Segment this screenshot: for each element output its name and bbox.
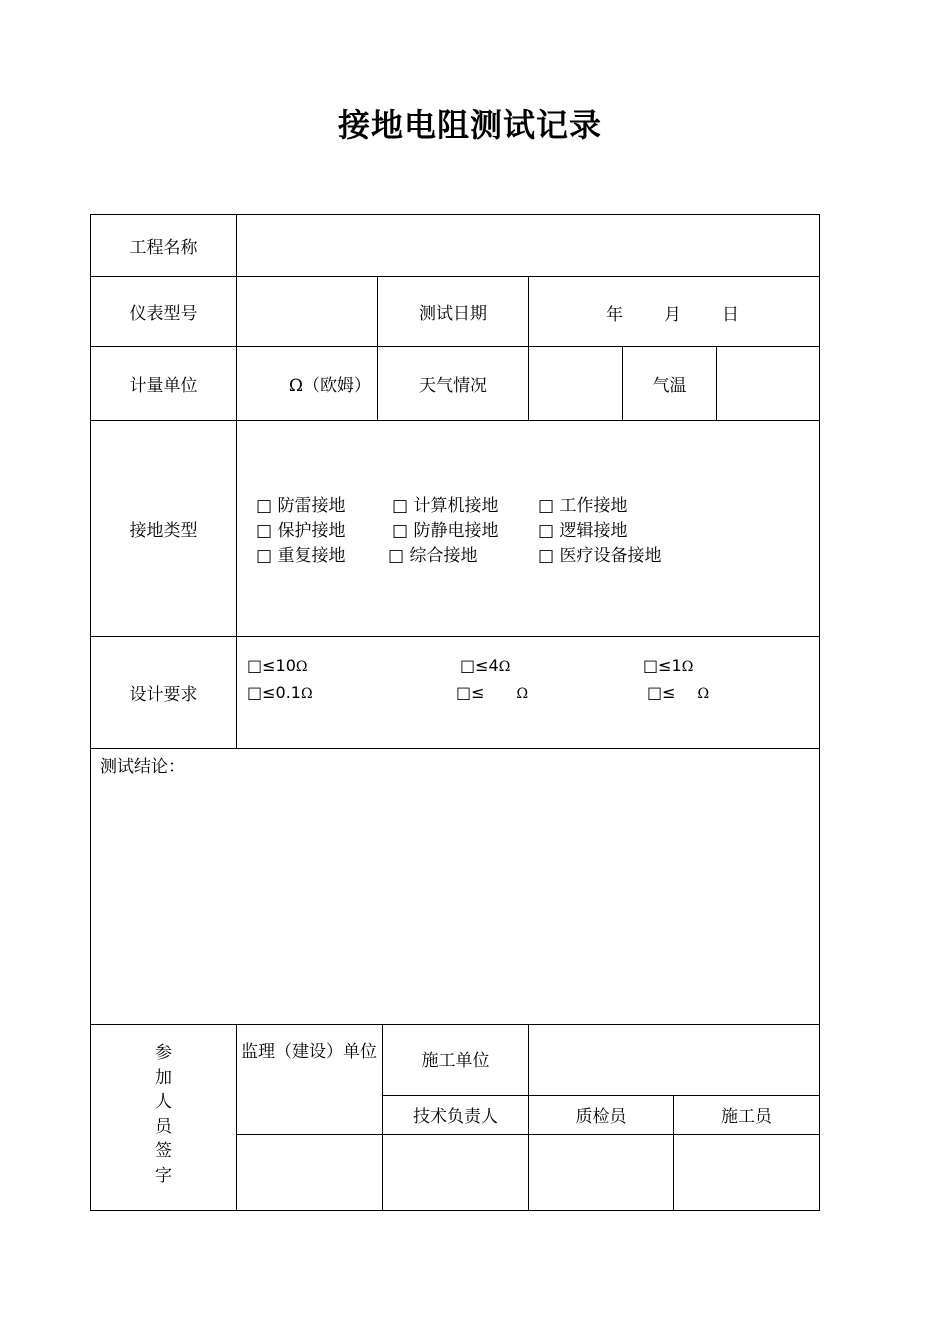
row-rule	[90, 748, 820, 749]
req-le-4-ohm[interactable]	[460, 656, 510, 675]
temperature-field[interactable]	[717, 347, 819, 420]
checkbox-medical-grounding[interactable]: □ 医疗设备接地	[538, 546, 662, 566]
conclusion-field[interactable]	[91, 778, 819, 1024]
contractor-field[interactable]	[529, 1025, 819, 1095]
req-text: □≤4	[460, 656, 499, 675]
project-name-field[interactable]	[237, 215, 819, 276]
design-req-label: 设计要求	[129, 685, 198, 705]
checkbox-combined-grounding[interactable]: □ 综合接地	[388, 546, 478, 566]
weather-field[interactable]	[529, 347, 622, 420]
signature-char: 签	[155, 1141, 172, 1161]
ohm-unit: Ω	[516, 686, 529, 702]
contractor-label: 施工单位	[421, 1050, 490, 1071]
req-text: □≤	[647, 683, 676, 702]
date-day: 日	[722, 305, 739, 325]
table-border-bottom	[90, 1210, 820, 1211]
table-border-right	[819, 214, 820, 1211]
unit-value: Ω（欧姆）	[288, 376, 371, 396]
req-text: □≤0.1	[247, 683, 301, 702]
tech-lead-label: 技术负责人	[413, 1106, 498, 1127]
signature-char: 员	[155, 1116, 172, 1137]
weather-label: 天气情况	[419, 376, 487, 396]
qc-signature-field[interactable]	[529, 1135, 673, 1210]
date-year: 年	[606, 305, 623, 325]
checkbox-lightning-grounding[interactable]: □ 防雷接地	[256, 496, 346, 516]
checkbox-logic-grounding[interactable]: □ 逻辑接地	[538, 521, 628, 541]
ohm-unit: Ω	[681, 659, 694, 675]
test-date-field[interactable]	[529, 277, 819, 346]
checkbox-repeated-grounding[interactable]: □ 重复接地	[256, 546, 346, 566]
qc-label: 质检员	[575, 1106, 627, 1127]
supervisor-signature-field[interactable]	[237, 1135, 382, 1210]
req-le-custom-1[interactable]	[456, 683, 528, 702]
signature-char: 加	[155, 1067, 172, 1088]
checkbox-antistatic-grounding[interactable]: □ 防静电接地	[392, 521, 499, 541]
req-le-10-ohm[interactable]	[247, 656, 308, 675]
supervisor-label: 监理（建设）单位	[241, 1042, 377, 1062]
conclusion-label: 测试结论：	[100, 757, 185, 777]
req-le-custom-2[interactable]	[647, 683, 709, 702]
req-text: □≤10	[247, 656, 296, 675]
req-text: □≤	[456, 683, 485, 702]
req-le-0-1-ohm[interactable]	[247, 683, 313, 702]
checkbox-working-grounding[interactable]: □ 工作接地	[538, 496, 628, 516]
req-le-1-ohm[interactable]	[643, 656, 693, 675]
ohm-unit: Ω	[697, 686, 710, 702]
page-title: 接地电阻测试记录	[337, 106, 602, 144]
ohm-unit: Ω	[295, 659, 308, 675]
signature-char: 人	[155, 1092, 172, 1112]
project-name-label: 工程名称	[129, 238, 198, 258]
worker-signature-field[interactable]	[674, 1135, 819, 1210]
signature-char: 参	[155, 1043, 172, 1063]
req-text: □≤1	[643, 656, 682, 675]
checkbox-computer-grounding[interactable]: □ 计算机接地	[392, 496, 499, 516]
worker-label: 施工员	[721, 1106, 772, 1127]
instrument-model-field[interactable]	[237, 277, 377, 346]
grounding-type-label: 接地类型	[129, 521, 198, 541]
checkbox-protective-grounding[interactable]: □ 保护接地	[256, 521, 346, 541]
date-month: 月	[664, 305, 681, 325]
test-date-label: 测试日期	[419, 304, 487, 324]
signature-label	[91, 1041, 236, 1188]
tech-lead-signature-field[interactable]	[383, 1135, 528, 1210]
signature-char: 字	[155, 1165, 172, 1186]
ohm-unit: Ω	[498, 659, 511, 675]
temperature-label: 气温	[652, 376, 687, 396]
ohm-unit: Ω	[300, 686, 313, 702]
unit-label: 计量单位	[129, 376, 198, 396]
instrument-model-label: 仪表型号	[129, 304, 198, 324]
